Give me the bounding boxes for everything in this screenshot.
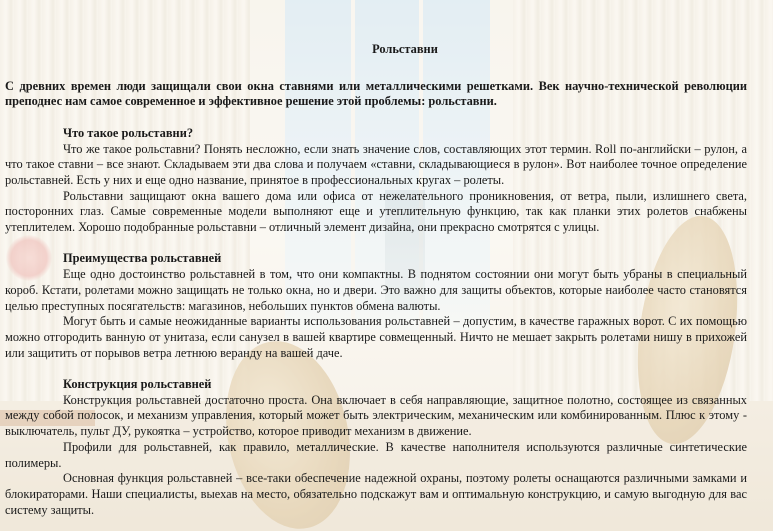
section-paragraph: Рольставни защищают окна вашего дома или офиса от нежелательного проникновения, от ветра, пыли, излишнего света, посторонних глаз. Самые современные модели выполняют еще и утеплительную функцию, так как планки этих ролетов снабжены утеплителем. Хорошо подобранные рольставни – отличный элемент дизайна, они прекрасно смотрятся с улицы. bbox=[5, 188, 747, 235]
section-paragraph: Основная функция рольставней – все-таки обеспечение надежной охраны, поэтому ролеты оснащаются различными замками и блокираторами. Наши специалисты, выехав на место, обязательно подскажут вам и оптимальную конструкцию, и самую выгодную для вас систему защиты. bbox=[5, 471, 747, 517]
article bbox=[5, 42, 747, 518]
section-paragraph: Могут быть и самые неожиданные варианты использования рольставней – допустим, в качестве гаражных ворот. С их помощью можно отгородить ванную от унитаза, если санузел в вашей квартире совмещенный. Ничто не мешает закрыть ролетами нишу в прихожей или защитить от порывов ветра летнюю веранду на вашей даче. bbox=[5, 314, 747, 360]
section-heading: Что такое рольставни? bbox=[63, 125, 194, 140]
section-heading: Конструкция рольставней bbox=[63, 377, 212, 392]
section-paragraph: Еще одно достоинство рольставней в том, что они компактны. В поднятом состоянии они могут быть убраны в специальный короб. Кстати, ролетами можно защищать не только окна, но и двери. Это важно для защиты объектов, которые наиболее часто становятся целью преступных посягательств: магазинов, небольших пунктов обмена валюты. bbox=[5, 267, 747, 313]
article-intro: С древних времен люди защищали свои окна ставнями или металлическими решетками. Век научно-технической революции преподнес нам самое современное и эффективное решение этой проблемы: рольставни. bbox=[5, 78, 747, 109]
article-title: Рольставни bbox=[372, 42, 438, 56]
section-paragraph: Конструкция рольставней достаточно проста. Она включает в себя направляющие, защитное полотно, состоящее из связанных между собой полосок, и механизм управления, который может быть электрическим, механическим или комбинированным. Плюс к этому - выключатель, пульт ДУ, рукоятка – устройство, которое приводит механизм в движение. bbox=[5, 392, 747, 439]
section-paragraph: Профили для рольставней, как правило, металлические. В качестве наполнителя используются различные синтетические полимеры. bbox=[5, 439, 747, 470]
section-paragraph: Что же такое рольставни? Понять несложно, если знать значение слов, составляющих этот термин. Roll по-английски – рулон, а что такое ставни – все знают. Складываем эти два слова и получаем «ставни, складывающиеся в рулон». Вот наиболее точное определение рольставней. Есть у них и еще одно название, принятое в профессиональных кругах – ролеты. bbox=[5, 141, 747, 187]
section-heading: Преимущества рольставней bbox=[63, 251, 222, 266]
